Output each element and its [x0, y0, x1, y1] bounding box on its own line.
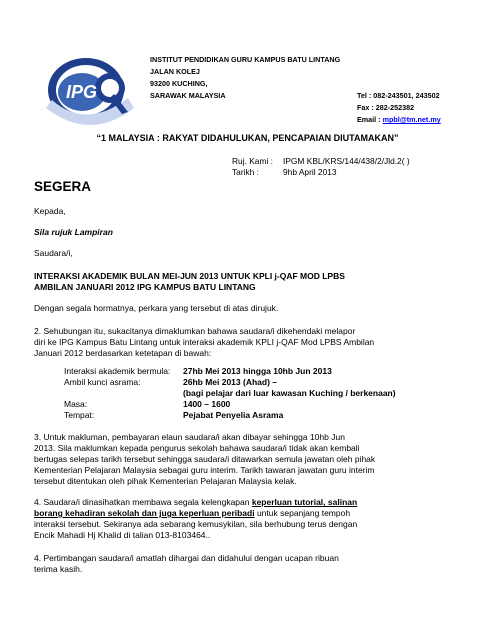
para2-line1: 2. Sehubungan itu, sukacitanya dimaklumkan bahawa saudara/i dikehendaki melapor	[34, 326, 356, 336]
para3-line4: Kementerian Pelajaran Malaysia sebagai guru interim. Tarikh tawaran jawatan guru interim	[34, 465, 375, 475]
ipg-logo	[42, 50, 138, 132]
para4-prefix: 4. Saudara/i dinasihatkan membawa segala kelengkapan	[34, 497, 252, 507]
address-line1: JALAN KOLEJ	[150, 67, 200, 76]
subject-line2: AMBILAN JANUARI 2012 IPG KAMPUS BATU LINTANG	[34, 282, 256, 292]
greeting: Saudara/i,	[34, 248, 73, 258]
reference-row	[232, 156, 410, 166]
para4-rest: untuk sepanjang tempoh	[254, 508, 351, 518]
para4-emphasis1: keperluan tutorial, salinan	[251, 497, 358, 507]
motto: “1 MALAYSIA : RAKYAT DIDAHULUKAN, PENCAPAIAN DIUTAMAKAN”	[96, 133, 399, 143]
email-label: Email :	[357, 115, 383, 124]
schedule-value: Pejabat Penyelia Asrama	[183, 410, 284, 420]
para5-line2: terima kasih.	[34, 564, 83, 574]
para3-line5: tersebut ditentukan oleh pihak Kementerian Pelajaran Malaysia kelak.	[34, 476, 297, 486]
fax: Fax : 282-252382	[357, 103, 415, 112]
recipient: Sila rujuk Lampiran	[34, 227, 113, 237]
date-label: Tarikh :	[232, 167, 259, 177]
institution-name: INSTITUT PENDIDIKAN GURU KAMPUS BATU LINTANG	[150, 55, 341, 64]
para2-line2: diri ke IPG Kampus Batu Lintang untuk interaksi akademik KPLI j-QAF Mod LPBS Ambilan	[34, 337, 375, 347]
para2-line3: Januari 2012 berdasarkan ketetapan di bawah:	[34, 348, 212, 358]
reference-label: Ruj. Kami :	[232, 156, 273, 166]
schedule-label: Interaksi akademik bermula:	[64, 366, 171, 376]
para4-line3: interaksi tersebut. Sekiranya ada sebarang kemusykilan, sila berhubung terus dengan	[34, 519, 358, 529]
schedule-value: 26hb Mei 2013 (Ahad) –	[183, 377, 278, 387]
schedule-label: Tempat:	[64, 410, 95, 420]
schedule-value: 1400 – 1600	[183, 399, 231, 409]
para4-line1	[34, 497, 474, 509]
subject-line1: INTERAKSI AKADEMIK BULAN MEI-JUN 2013 UNTUK KPLI j-QAF MOD LPBS	[34, 271, 345, 281]
para4-line2	[34, 508, 474, 520]
reference-number: IPGM KBL/KRS/144/438/2/Jld.2( )	[283, 156, 410, 166]
schedule-value: 27hb Mei 2013 hingga 10hb Jun 2013	[183, 366, 332, 376]
para4-line4: Encik Mahadi Hj Khalid di talian 013-8103464..	[34, 530, 211, 540]
address-line3: SARAWAK MALAYSIA	[150, 91, 226, 100]
para3-line2: 2013. Sila maklumkan kepada pengurus sekolah bahawa saudara/i tidak akan kembali	[34, 443, 360, 453]
urgency-heading: SEGERA	[34, 179, 92, 194]
para3-line1: 3. Untuk makluman, pembayaran elaun saudara/i akan dibayar sehingga 10hb Jun	[34, 432, 345, 442]
date-row	[232, 167, 337, 177]
para5-line1: 4. Pertimbangan saudara/i amatlah dihargai dan didahului dengan ucapan ribuan	[34, 553, 339, 563]
date-value: 9hb April 2013	[283, 167, 337, 177]
address-line2: 93200 KUCHING,	[150, 79, 208, 88]
schedule-label: Ambil kunci asrama:	[64, 377, 141, 387]
para4-emphasis2: borang kehadiran sekolah dan juga keperluan peribadi	[34, 508, 255, 518]
email-link[interactable]: mpbl@tm.net.my	[382, 115, 441, 124]
para3-line3: bertugas selepas tarikh tersebut sehingga saudara/i ditawarkan semula jawatan oleh pihak	[34, 454, 376, 464]
schedule-label: Masa:	[64, 399, 88, 409]
opening-paragraph: Dengan segala hormatnya, perkara yang tersebut di atas dirujuk.	[34, 303, 279, 313]
email-line	[357, 114, 441, 126]
salutation-to: Kepada,	[34, 206, 66, 216]
logo-text: IPG	[66, 82, 98, 102]
schedule-value: (bagi pelajar dari luar kawasan Kuching / berkenaan)	[183, 388, 396, 398]
telephone: Tel : 082-243501, 243502	[357, 91, 440, 100]
